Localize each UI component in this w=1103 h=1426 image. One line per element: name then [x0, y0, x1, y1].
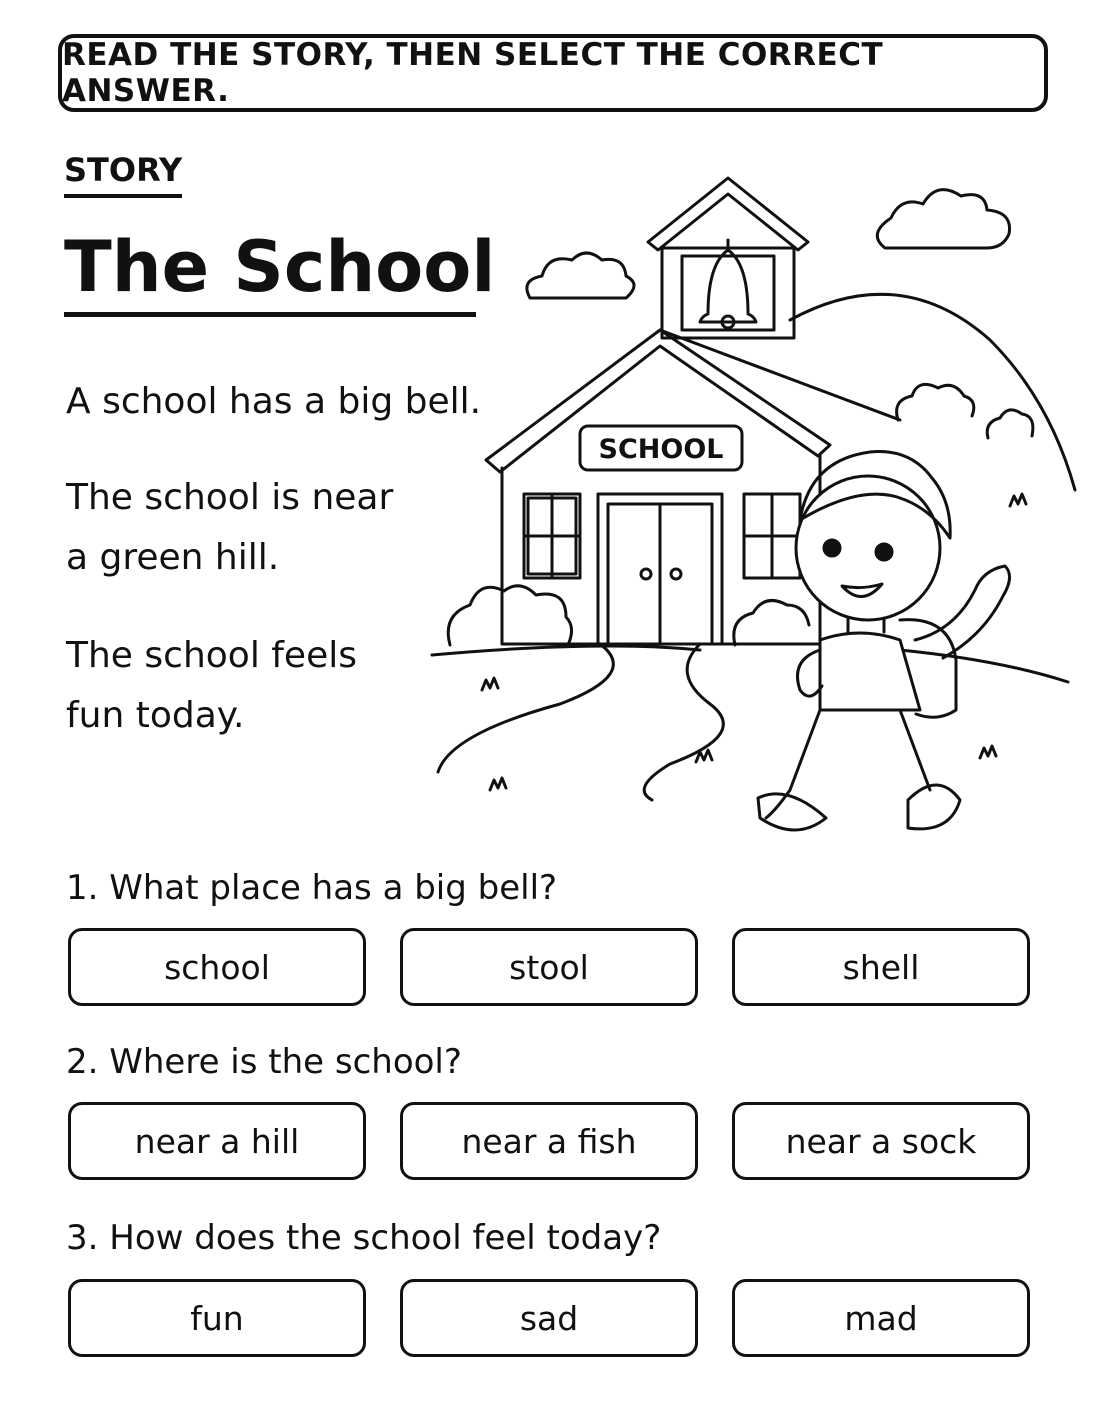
question-3: 3. How does the school feel today?	[66, 1218, 662, 1258]
bush-shape	[448, 586, 571, 645]
bush-shape	[897, 384, 974, 420]
cloud-icon	[877, 190, 1009, 248]
story-line-3: The school feels fun today.	[66, 635, 357, 736]
ground-line	[432, 646, 700, 655]
bush-shape	[734, 601, 809, 646]
story-line-1: A school has a big bell.	[66, 381, 482, 422]
question-1: 1. What place has a big bell?	[66, 868, 558, 908]
option-q1-school[interactable]: school	[68, 928, 366, 1006]
option-q1-stool[interactable]: stool	[400, 928, 698, 1006]
question-2: 2. Where is the school?	[66, 1042, 462, 1082]
option-q2-near-a-sock[interactable]: near a sock	[732, 1102, 1030, 1180]
story-title: The School	[64, 222, 476, 317]
boy-figure	[758, 452, 1010, 830]
option-q1-shell[interactable]: shell	[732, 928, 1030, 1006]
option-q2-near-a-hill[interactable]: near a hill	[68, 1102, 366, 1180]
option-q3-mad[interactable]: mad	[732, 1279, 1030, 1357]
story-line-2: The school is near a green hill.	[66, 477, 394, 578]
instruction-banner	[58, 34, 1048, 112]
option-q2-near-a-fish[interactable]: near a fish	[400, 1102, 698, 1180]
hill-shape	[790, 294, 1075, 490]
school-illustration	[420, 170, 1080, 850]
path-shape	[438, 644, 613, 772]
bush-shape	[987, 410, 1033, 438]
cloud-icon	[527, 253, 634, 298]
sign-text: SCHOOL	[598, 434, 724, 465]
option-q3-fun[interactable]: fun	[68, 1279, 366, 1357]
option-q3-sad[interactable]: sad	[400, 1279, 698, 1357]
section-label: STORY	[64, 150, 182, 198]
bell-icon	[700, 250, 756, 322]
instruction-text: READ THE STORY, THEN SELECT THE CORRECT ANSWER.	[62, 37, 884, 109]
